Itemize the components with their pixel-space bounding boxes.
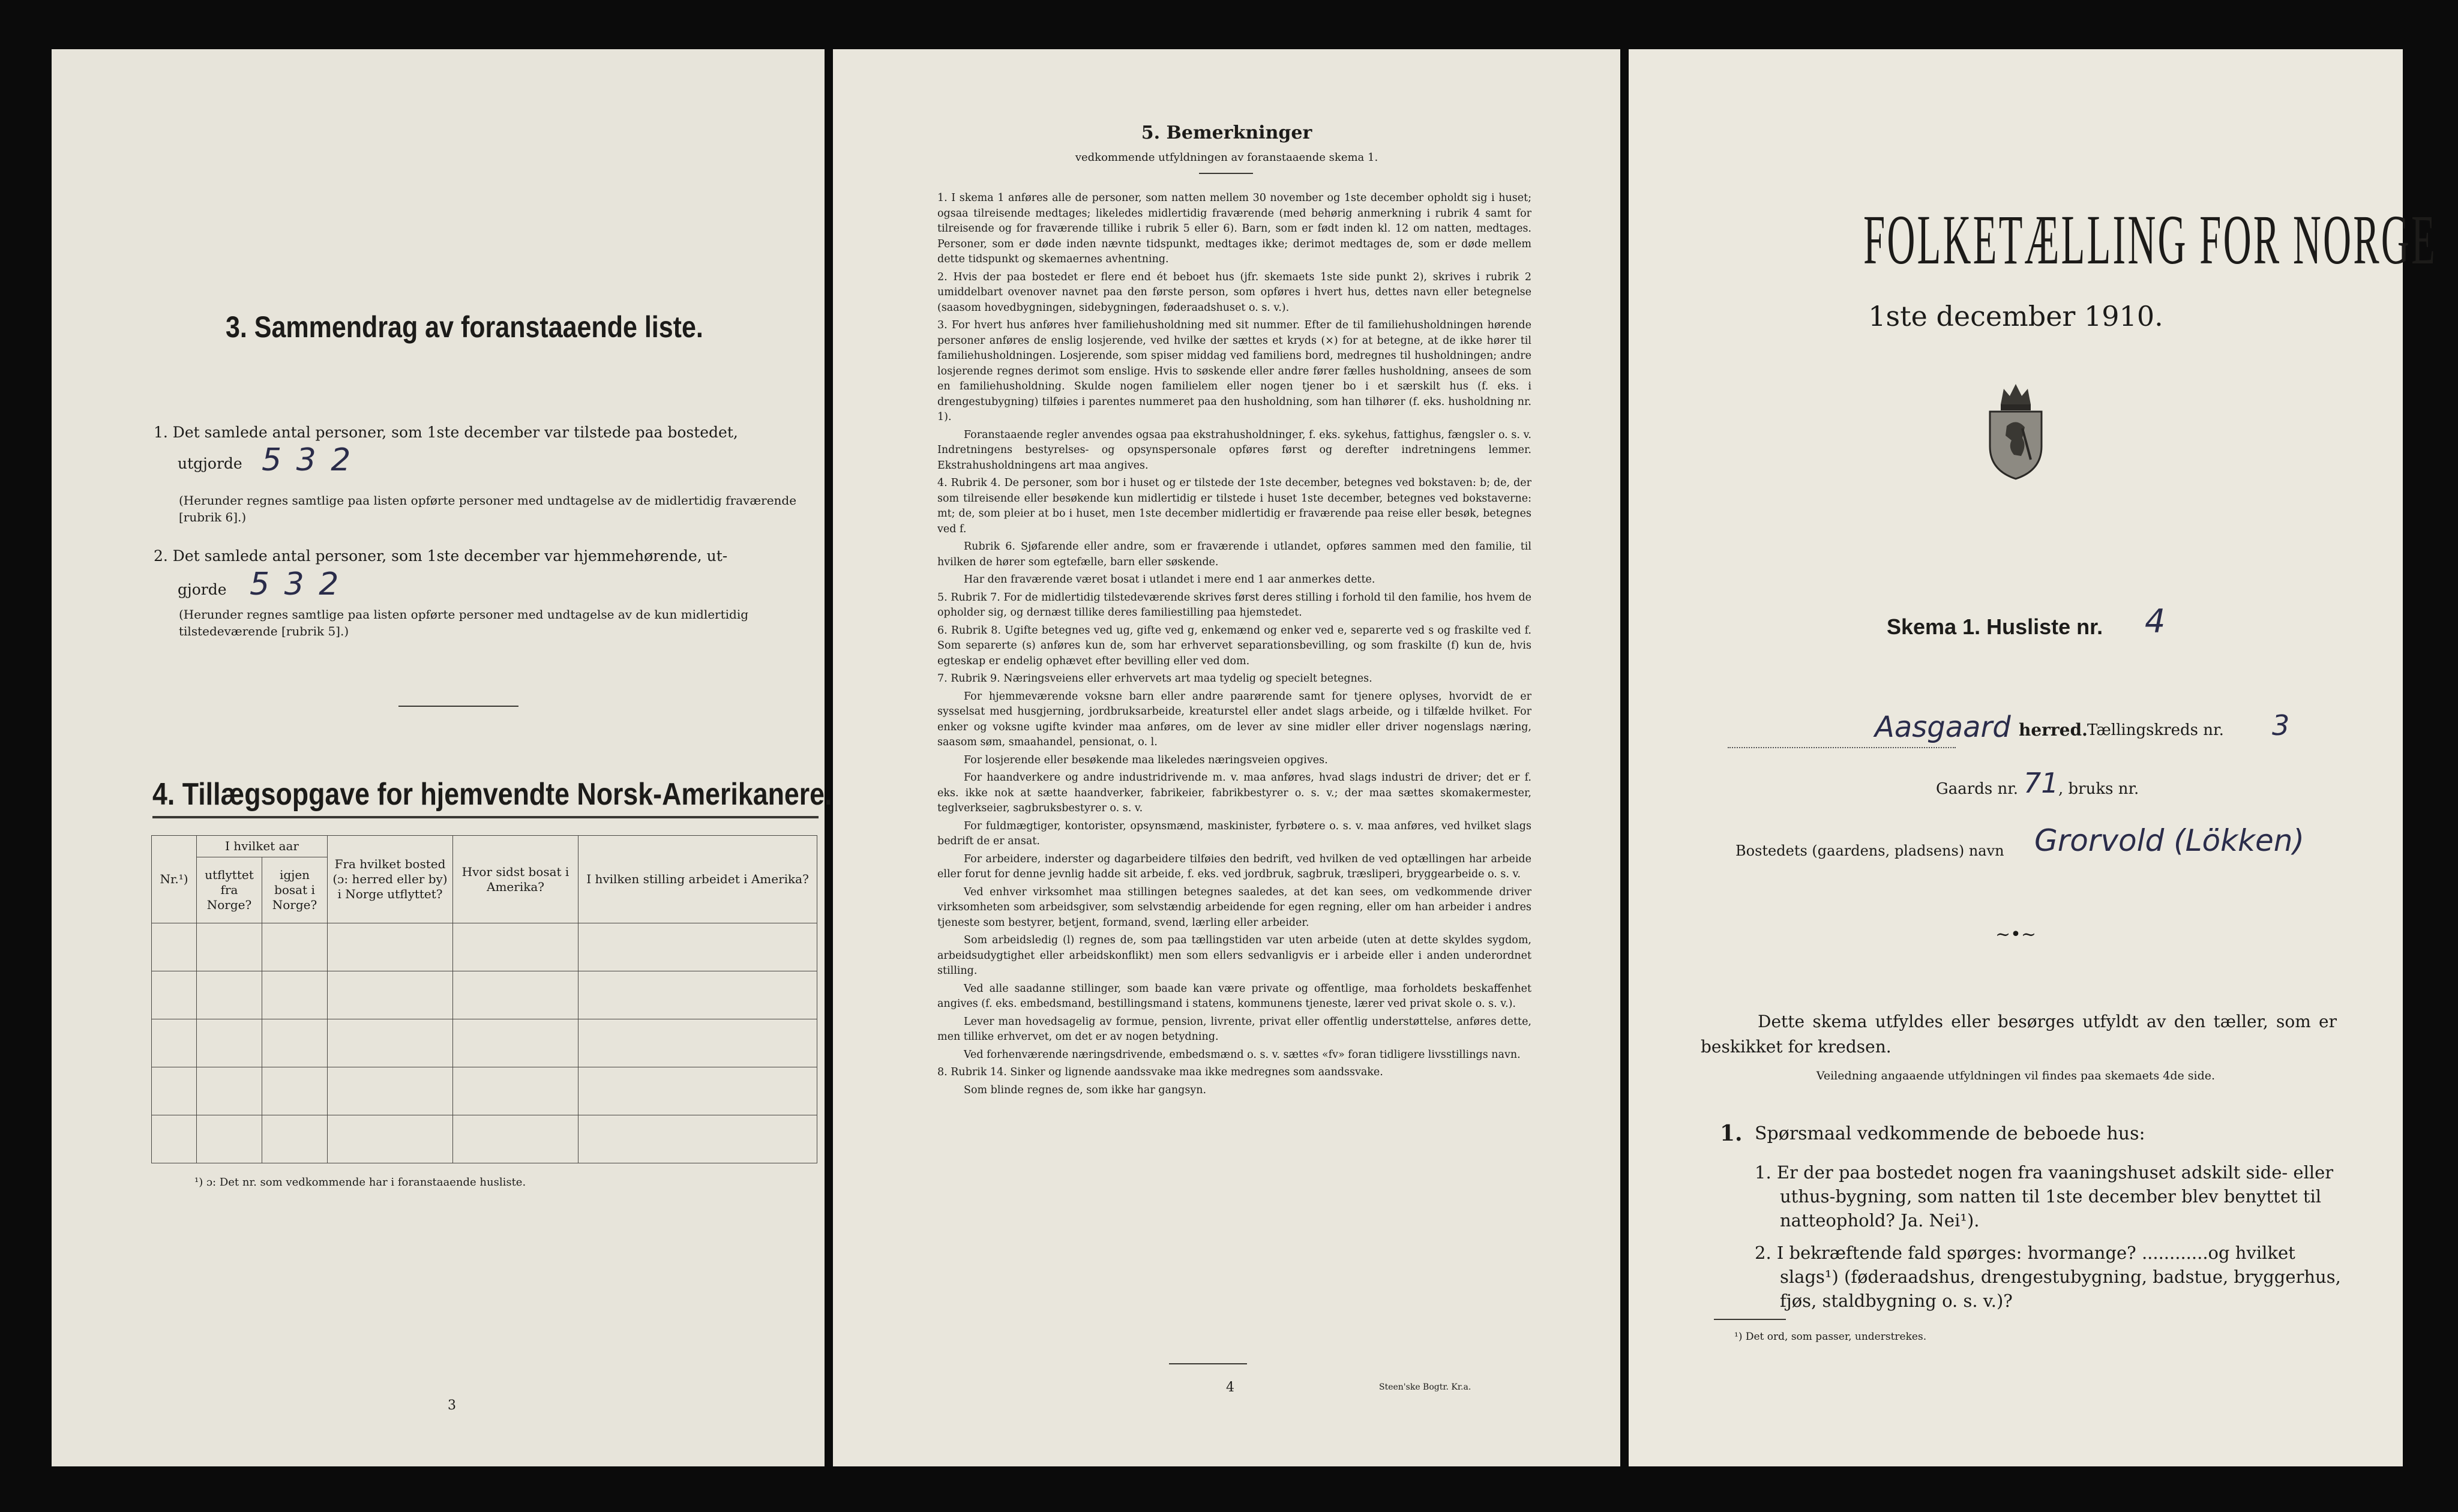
item2-note: (Herunder regnes samtlige paa listen opførte personer med undtagelse av de kun midlertidig tilstedeværende [rubrik 5].) xyxy=(179,607,749,638)
herred-label: herred. xyxy=(2019,720,2088,740)
census-title-wrap xyxy=(1629,199,2438,281)
q-heading-num: 1. xyxy=(1720,1121,1743,1146)
col-nr: Nr.¹) xyxy=(152,836,197,923)
schema-label: Skema 1. Husliste nr. xyxy=(1887,614,2103,639)
section3-title: 3. Sammendrag av foranstaaende liste. xyxy=(226,310,703,344)
remark-3: 3. For hvert hus anføres hver familiehusholdning med sit nummer. Efter de til familiehusholdningen hørende personer anføres de enslig losjerende, ved hvilke der sættes et kryds (×) for at betegne, at de ikke hører til familiehusholdningen. Losjerende, som spiser middag ved familiens bord, medregnes til husholdningen; andre losjerende regnes derimot som enslige. Hvis to søskende eller andre fører fælles husholdning, ansees de som en familiehusholdning. Skulde nogen familielem eller nogen tjener bo i et særskilt hus (f. eks. i drengestubygning) tilføies i parentes nummeret paa den husholdning, som han tilhører (f. eks. husholdning nr. 1). xyxy=(937,319,1531,423)
table-footnote: ¹) ɔ: Det nr. som vedkommende har i foranstaaende husliste. xyxy=(194,1176,526,1189)
col-stilling: I hvilken stilling arbeidet i Amerika? xyxy=(578,836,817,923)
footnote-rule xyxy=(1714,1319,1786,1320)
remark-4b: Rubrik 6. Sjøfarende eller andre, som er fraværende i utlandet, opføres sammen med den familie, til hvilken de hører som egtefælle, barn eller søskende. xyxy=(937,541,1531,568)
remark-7k: Ved forhenværende næringsdrivende, embedsmænd o. s. v. sættes «fv» foran tidligere livsstillings navn. xyxy=(964,1048,1521,1061)
end-rule xyxy=(1169,1363,1247,1364)
question-1: 1. Er der paa bostedet nogen fra vaaningshuset adskilt side- eller uthus-bygning, som natten til 1ste december blev benyttet til natteophold? Ja. Nei¹). xyxy=(1755,1162,2334,1231)
col-group-year: I hvilket aar xyxy=(197,836,328,857)
remark-4: 4. Rubrik 4. De personer, som bor i huset og er tilstede der 1ste december, betegnes ved bokstaven: b; de, der som tilreisende eller besøkende kun midlertidig er tilstede i huset 1ste december, betegnes ved bokstaverne: mt; de, som pleier at bo i huset, men 1ste december midlertidig er fraværende paa reise eller besøk, betegnes ved f. xyxy=(937,477,1531,535)
middle-page xyxy=(833,49,1620,1466)
bosted-label: Bostedets (gaardens, pladsens) navn xyxy=(1735,842,2004,859)
table-row xyxy=(152,971,817,1019)
census-title: FOLKETÆLLING FOR NORGE xyxy=(1863,200,2438,279)
gaards-label: Gaards nr. xyxy=(1936,780,2019,798)
remark-5: 5. Rubrik 7. For de midlertidig tilstedeværende skrives først deres stilling i forhold til den familie, hos hvem de opholder sig, og dernæst tillike deres familiestilling paa hjemstedet. xyxy=(937,591,1531,619)
norsk-amerikanere-table xyxy=(151,835,817,1163)
guide-note: Veiledning angaaende utfyldningen vil findes paa skemaets 4de side. xyxy=(1816,1069,2216,1082)
kreds-value: 3 xyxy=(2272,709,2290,742)
item1-note: (Herunder regnes samtlige paa listen opførte personer med undtagelse av de midlertidig fraværende [rubrik 6].) xyxy=(179,493,797,524)
remark-7e: For fuldmægtiger, kontorister, opsynsmænd, maskinister, fyrbøtere o. s. v. maa anføres, ved hvilket slags bedrift de er ansat. xyxy=(937,820,1531,847)
herred-value: Aasgaard xyxy=(1875,710,2011,744)
col-bosted: Fra hvilket bosted (ɔ: herred eller by) i Norge utflyttet? xyxy=(328,836,453,923)
remark-3b: Foranstaaende regler anvendes ogsaa paa ekstrahusholdninger, f. eks. sykehus, fattighus, fængsler o. s. v. Indretningens bestyrelses- og opsynspersonale opføres først og derefter indretningens lemmer. Ekstrahusholdningens art maa angives. xyxy=(937,428,1531,472)
item1-prefix: utgjorde xyxy=(178,455,242,472)
right-page xyxy=(1629,49,2438,1466)
remark-1: 1. I skema 1 anføres alle de personer, som natten mellem 30 november og 1ste december opholdt sig i huset; ogsaa tilreisende medtages; likeledes midlertidig fraværende (med behørig anmerkning i rubrik 4 samt for tilreisende og for fraværende tillike i rubrik 5 eller 6). Barn, som er født inden kl. 12 om natten, medtages. Personer, som er døde inden nævnte tidspunkt, medtages ikke; derimot medtages de, som er døde mellem dette tidspunkt og skemaernes avhentning. xyxy=(937,192,1531,265)
coat-of-arms-icon xyxy=(1983,380,2049,480)
page-number-3: 3 xyxy=(448,1398,456,1413)
col-amerika: Hvor sidst bosat i Amerika? xyxy=(453,836,578,923)
kreds-label: Tællingskreds nr. xyxy=(2087,721,2224,739)
remark-7b: For hjemmeværende voksne barn eller andre paarørende samt for tjenere oplyses, hvorvidt de er sysselsat med husgjerning, jordbruksarbeide, kreaturstel eller andet slags arbeide, og i tilfælde hvilket. For enker og voksne ugifte kvinder maa anføres, om de lever av sine midler eller driver nogenslags næring, saasom søm, smaahandel, pensionat, o. l. xyxy=(937,690,1531,748)
remarks-title: 5. Bemerkninger xyxy=(1141,122,1312,143)
footnote: ¹) Det ord, som passer, understrekes. xyxy=(1734,1331,1927,1343)
q-heading: Spørsmaal vedkommende de beboede hus: xyxy=(1755,1123,2145,1144)
remark-6: 6. Rubrik 8. Ugifte betegnes ved ug, gifte ved g, enkemænd og enker ved e, separerte ved s og fraskilte ved f. Som separerte (s) anføres kun de, som har erhvervet separationsbevilling, og som fraskilte (f) kun de, hvis egteskap er endelig ophævet efter bevilling eller ved dom. xyxy=(937,624,1531,667)
remark-7c: For losjerende eller besøkende maa likeledes næringsveien opgives. xyxy=(964,754,1328,766)
divider xyxy=(398,706,518,707)
remarks-list xyxy=(937,191,1531,1100)
bosted-value: Grorvold (Lökken) xyxy=(2034,823,2304,858)
page-number-4: 4 xyxy=(1226,1380,1234,1395)
remark-8b: Som blinde regnes de, som ikke har gangsyn. xyxy=(964,1084,1207,1096)
remark-7j: Lever man hovedsagelig av formue, pension, livrente, privat eller offentlig understøttelse, anføres dette, men tillike erhvervet, om det er av nogen betydning. xyxy=(937,1015,1531,1043)
remarks-subtitle: vedkommende utfyldningen av foranstaaende skema 1. xyxy=(1075,151,1378,164)
husliste-nr: 4 xyxy=(2145,602,2166,640)
left-page xyxy=(52,49,832,1466)
item2-value: 5 3 2 xyxy=(250,566,341,602)
remark-7f: For arbeidere, inderster og dagarbeidere tilføies den bedrift, ved hvilken de ved optællingen har arbeide eller forut for denne jevnlig hadde sit arbeide, f. eks. ved jordbruk, sagbruk, træsliperi, bryggearbeide o. s. v. xyxy=(937,853,1531,880)
item2-text: 2. Det samlede antal personer, som 1ste december var hjemmehørende, ut- xyxy=(154,547,728,565)
remark-4c: Har den fraværende været bosat i utlandet i mere end 1 aar anmerkes dette. xyxy=(964,574,1375,586)
remarks-rule xyxy=(1199,173,1253,174)
ornament: ~•~ xyxy=(1995,924,2036,945)
remark-7d: For haandverkere og andre industridrivende m. v. maa anføres, hvad slags industri de driver; det er f. eks. ikke nok at sætte haandverker, fabrikeier, fabrikbestyrer o. s. v.; der maa sættes skomakermester, teglverkseier, sagbruksbestyrer o. s. v. xyxy=(937,772,1531,814)
bruks-label: , bruks nr. xyxy=(2058,780,2139,798)
remark-7h: Som arbeidsledig (l) regnes de, som paa tællingstiden var uten arbeide (uten at dette skyldes sygdom, arbeidsudygtighet eller arbeidskonflikt) men som ellers sedvanligvis er i arbeide eller i anden underordnet stilling. xyxy=(937,934,1531,977)
remark-7i: Ved alle saadanne stillinger, som baade kan være private og offentlige, maa forholdets beskaffenhet angives (f. eks. embedsmand, bestillingsmand i statens, kommunens tjeneste, lærer ved privat skole o. s. v.). xyxy=(937,982,1531,1010)
gaards-value: 71 xyxy=(2024,767,2059,799)
remark-2: 2. Hvis der paa bostedet er flere end ét beboet hus (jfr. skemaets 1ste side punkt 2), skrives i rubrik 2 umiddelbart ovenover navnet paa den første person, som opføres i hvert hus, dettes navn eller betegnelse (saasom hovedbygningen, sidebygningen, føderaadshuset o. s. v.). xyxy=(937,271,1531,314)
census-date: 1ste december 1910. xyxy=(1868,300,2163,332)
table-row xyxy=(152,1019,817,1067)
remark-7: 7. Rubrik 9. Næringsveiens eller erhvervets art maa tydelig og specielt betegnes. xyxy=(937,673,1372,685)
section4-title: 4. Tillægsopgave for hjemvendte Norsk-Amerikanere. xyxy=(152,777,832,812)
col-igjen: igjen bosat i Norge? xyxy=(262,857,328,923)
col-utflyttet: utflyttet fra Norge? xyxy=(197,857,262,923)
instruction: Dette skema utfyldes eller besørges utfyldt av den tæller, som er beskikket for kredsen. xyxy=(1701,1012,2337,1057)
printer-note: Steen'ske Bogtr. Kr.a. xyxy=(1379,1382,1471,1392)
item2-prefix: gjorde xyxy=(178,581,227,598)
item1-text: 1. Det samlede antal personer, som 1ste december var tilstede paa bostedet, xyxy=(154,424,738,441)
table-row xyxy=(152,1067,817,1115)
item1-value: 5 3 2 xyxy=(262,442,353,478)
question-2: 2. I bekræftende fald spørges: hvormange? ............og hvilket slags¹) (føderaadshus, drengestubygning, badstue, bryggerhus, fjøs, staldbygning o. s. v.)? xyxy=(1755,1243,2341,1311)
remark-7g: Ved enhver virksomhet maa stillingen betegnes saaledes, at det kan sees, om vedkommende driver virksomheten som arbeidsgiver, som selvstændig arbeidende for egen regning, eller om han arbeider i andres tjeneste som bestyrer, betjent, formand, svend, lærling eller arbeider. xyxy=(937,886,1531,929)
table-row xyxy=(152,923,817,971)
table-row xyxy=(152,1115,817,1163)
remark-8: 8. Rubrik 14. Sinker og lignende aandssvake maa ikke medregnes som aandssvake. xyxy=(937,1066,1383,1078)
section4-rule xyxy=(152,816,819,818)
